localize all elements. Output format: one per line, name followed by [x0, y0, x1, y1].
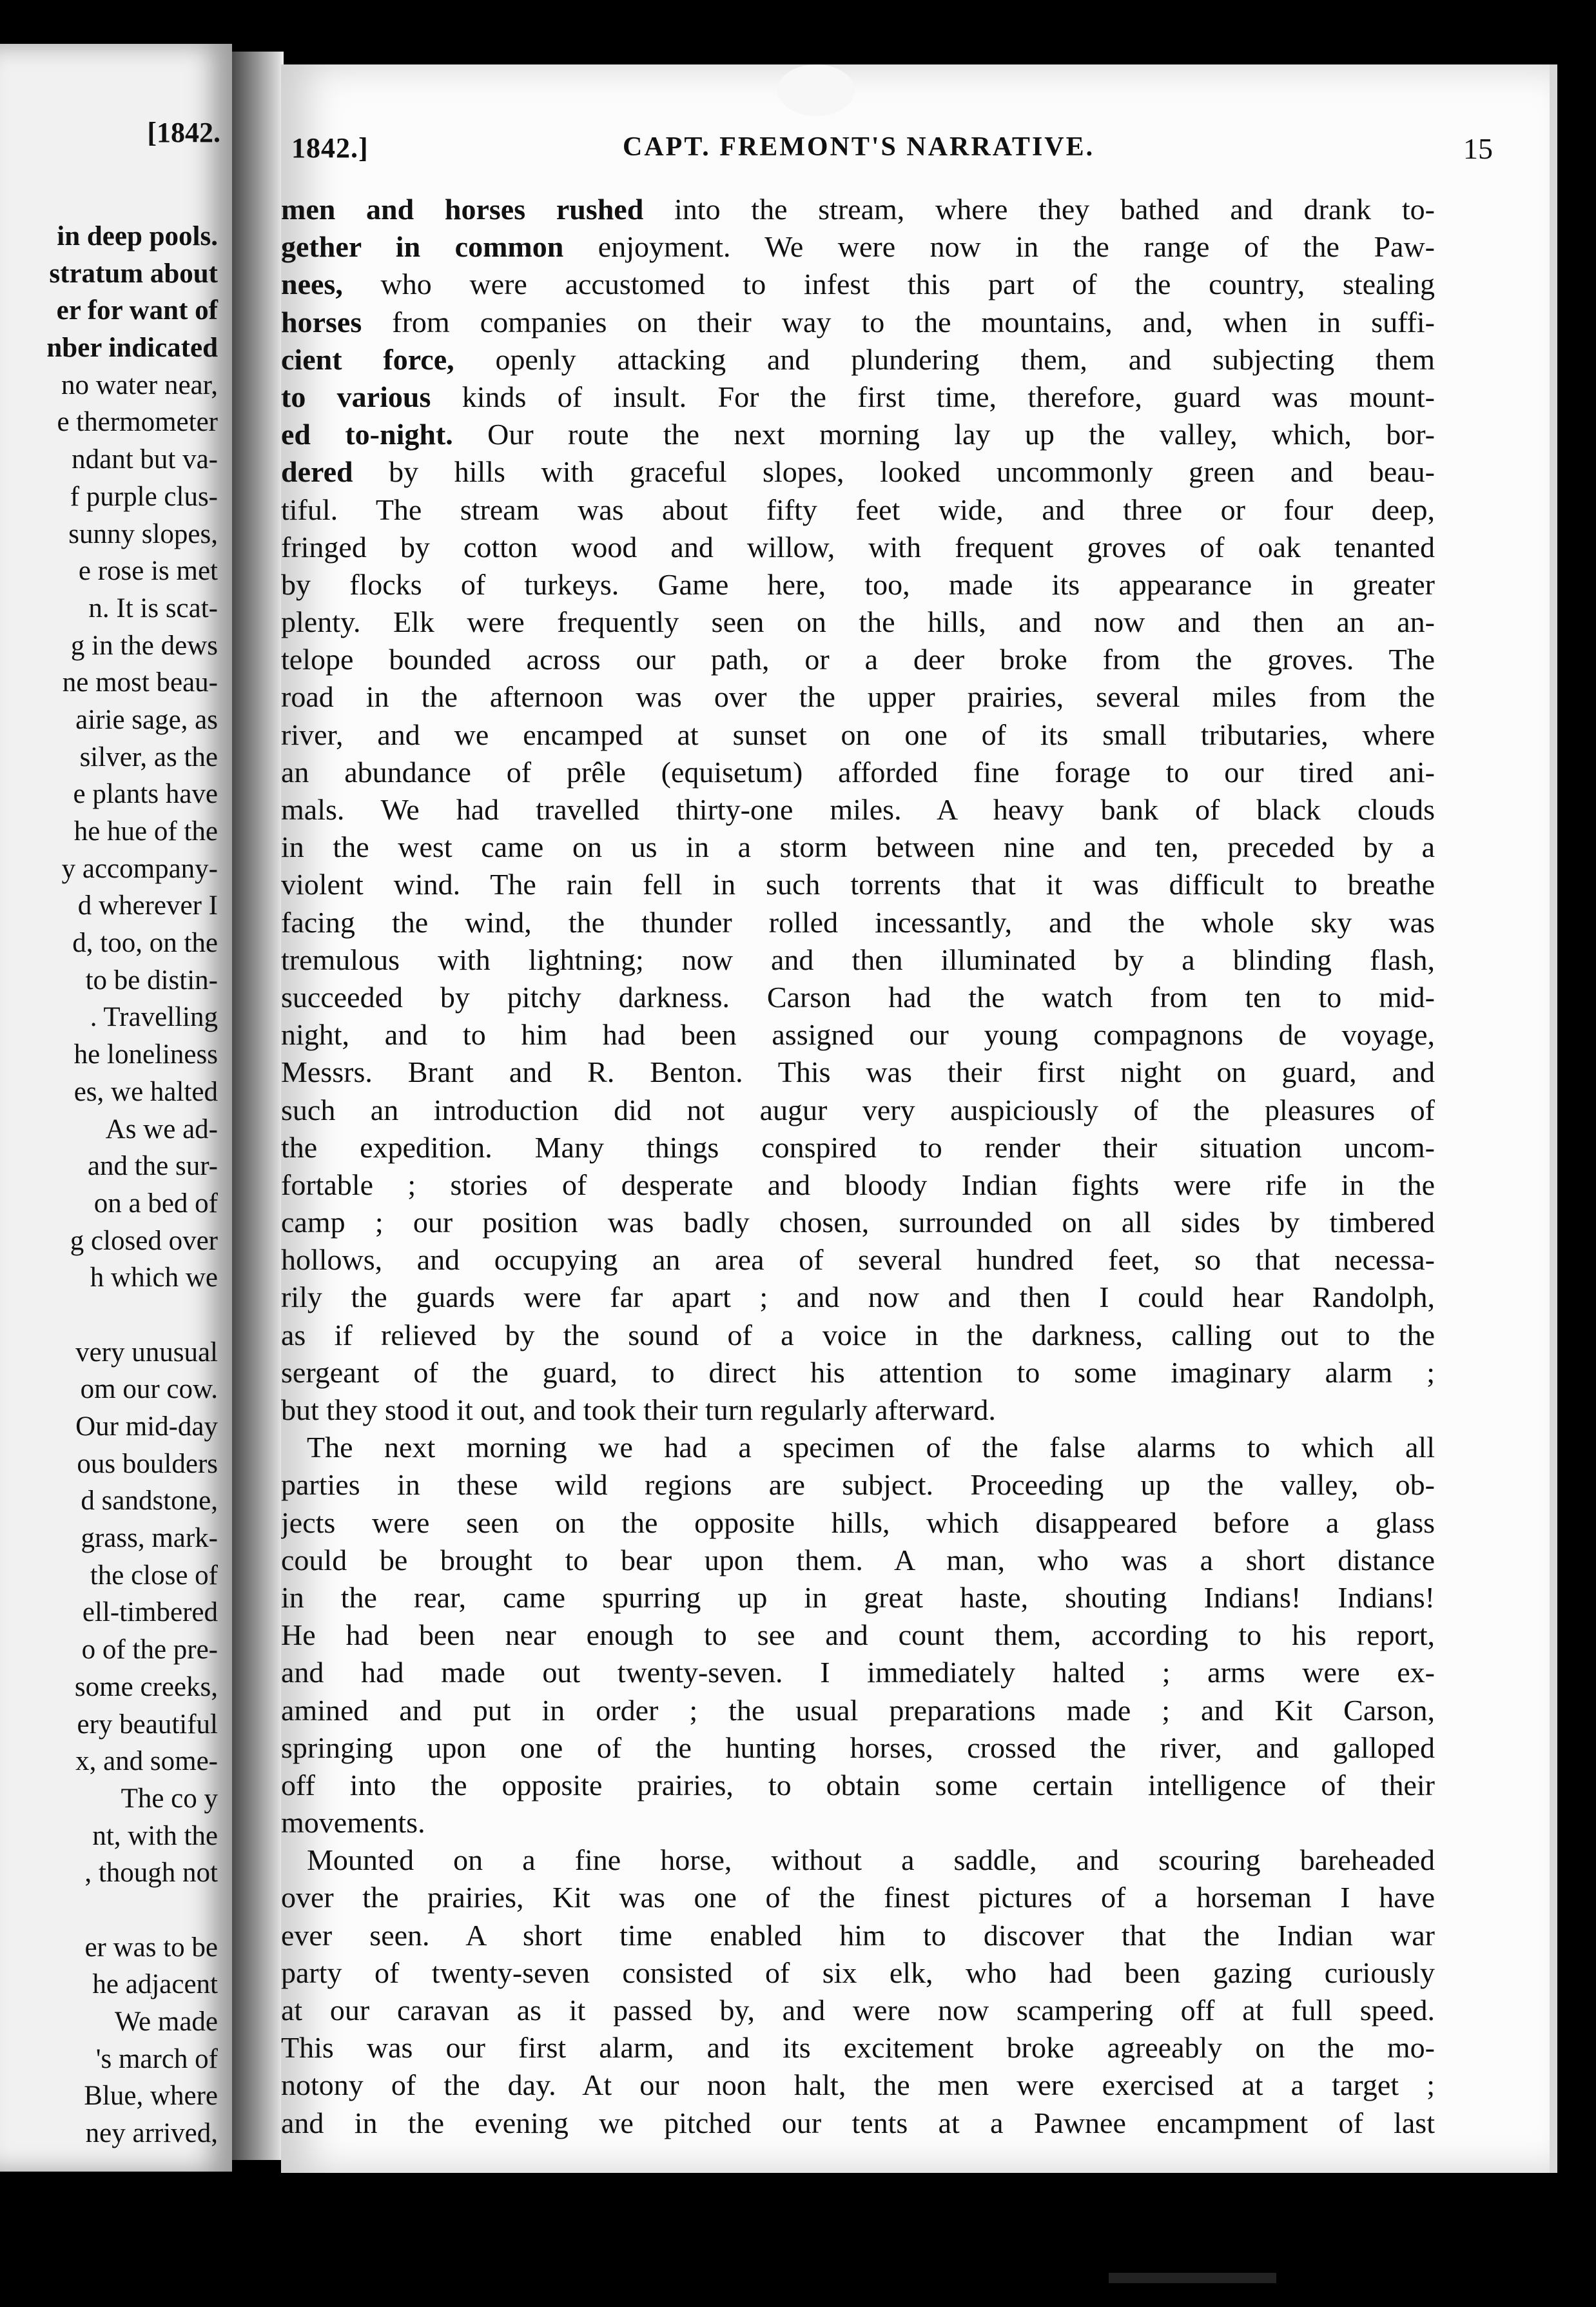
right-page	[281, 64, 1550, 2173]
left-text-line: ery beautiful	[77, 1709, 218, 1740]
left-text-line: very unusual	[75, 1337, 218, 1368]
left-text-line: Blue, where	[84, 2081, 218, 2112]
text-line	[281, 1429, 1435, 1466]
line-text: as if relieved by the sound of a voice in the darkness, calling out to the	[281, 1318, 1435, 1351]
left-text-line: nt, with the	[92, 1820, 218, 1851]
left-text-line: in deep pools.	[57, 221, 218, 251]
text-line	[281, 866, 1435, 903]
text-line	[281, 1054, 1435, 1091]
text-line	[281, 904, 1435, 941]
text-line	[281, 1016, 1435, 1054]
left-text-line: The co y	[121, 1783, 218, 1814]
left-text-line: g in the dews	[70, 630, 218, 661]
text-line	[281, 1092, 1435, 1129]
left-text-line: airie sage, as	[75, 704, 218, 735]
text-line	[281, 1767, 1435, 1804]
line-text: but they stood it out, and took their turn regularly afterward.	[281, 1393, 996, 1426]
left-text-line: some creeks,	[74, 1671, 218, 1702]
text-line	[281, 1917, 1435, 1954]
bold-text-fragment: gether in common	[281, 230, 564, 264]
left-page	[0, 44, 232, 2172]
left-text-line: er for want of	[56, 295, 218, 326]
left-text-line: he hue of the	[73, 816, 218, 847]
text-line	[281, 604, 1435, 641]
left-text-line: ney arrived,	[85, 2118, 218, 2149]
left-text-line: he adjacent	[92, 1969, 218, 2000]
left-text-line: nber indicated	[46, 333, 218, 364]
body-text	[281, 191, 1435, 2142]
left-text-line: e thermometer	[57, 407, 218, 438]
text-line	[281, 566, 1435, 604]
line-text: parties in these wild regions are subject. Proceeding up the valley, ob-	[281, 1468, 1435, 1502]
text-line	[281, 1466, 1435, 1504]
left-text-line: er was to be	[84, 1932, 218, 1963]
line-text: This was our first alarm, and its excitement broke agreeably on the mo-	[281, 2031, 1435, 2065]
book-gutter	[232, 52, 284, 2160]
left-text-line: sunny slopes,	[68, 518, 218, 549]
left-text-line: d sandstone,	[81, 1486, 218, 1517]
line-text: succeeded by pitchy darkness. Carson had the watch from ten to mid-	[281, 980, 1435, 1014]
bold-text-fragment: ed to-night.	[281, 418, 453, 451]
line-text: over the prairies, Kit was one of the finest pictures of a horseman I have	[281, 1881, 1435, 1914]
line-text: sergeant of the guard, to direct his attention to some imaginary alarm ;	[281, 1355, 1435, 1389]
line-text: ever seen. A short time enabled him to discover that the Indian war	[281, 1918, 1435, 1952]
line-text: rily the guards were far apart ; and now and then I could hear Randolph,	[281, 1281, 1435, 1314]
running-year: 1842.]	[291, 132, 369, 164]
text-line	[281, 266, 1435, 303]
left-text-line: ne most beau-	[62, 667, 218, 698]
running-title: CAPT. FREMONT'S NARRATIVE.	[623, 132, 1095, 162]
line-text: such an introduction did not augur very auspiciously of the pleasures of	[281, 1093, 1435, 1126]
left-text-line	[0, 1297, 218, 1334]
left-text-line: he loneliness	[73, 1039, 218, 1070]
left-text-line: to be distin-	[85, 965, 218, 996]
text-line	[281, 416, 1435, 453]
line-text: river, and we encamped at sunset on one of its small tributaries, where	[281, 718, 1435, 751]
left-text-line: As we ad-	[105, 1114, 218, 1144]
line-text: by flocks of turkeys. Game here, too, made its appearance in greater	[281, 567, 1435, 601]
text-line	[281, 1542, 1435, 1579]
text-line	[281, 1692, 1435, 1729]
line-text: camp ; our position was badly chosen, surrounded on all sides by timbered	[281, 1206, 1435, 1239]
bold-text-fragment: dered	[281, 455, 353, 489]
left-text-line: 's march of	[95, 2043, 218, 2074]
text-line	[281, 829, 1435, 866]
line-text: jects were seen on the opposite hills, which disappeared before a glass	[281, 1506, 1435, 1539]
page-edge	[1550, 64, 1557, 2173]
text-line	[281, 791, 1435, 829]
text-line	[281, 191, 1435, 228]
bold-text-fragment: to various	[281, 380, 431, 413]
line-text: in the rear, came spurring up in great haste, shouting Indians! Indians!	[281, 1580, 1435, 1614]
left-text-line: ous boulders	[77, 1448, 218, 1479]
text-line	[281, 1992, 1435, 2029]
text-line	[281, 228, 1435, 266]
line-text: who were accustomed to infest this part of the country, stealing	[342, 268, 1435, 301]
text-line	[281, 1654, 1435, 1691]
text-line	[281, 1317, 1435, 1354]
text-line	[281, 1166, 1435, 1204]
line-text: fortable ; stories of desperate and bloody Indian fights were rife in the	[281, 1168, 1435, 1201]
left-page-header: [1842.	[147, 117, 220, 148]
left-text-line	[0, 1892, 218, 1929]
text-line	[281, 529, 1435, 566]
left-text-line: y accompany-	[61, 853, 218, 884]
bold-text-fragment: nees,	[281, 268, 343, 301]
bold-text-fragment: horses	[281, 305, 362, 339]
bold-text-fragment: cient force,	[281, 342, 454, 376]
line-text: kinds of insult. For the first time, therefore, guard was mount-	[431, 380, 1435, 413]
line-text: and in the evening we pitched our tents at a Pawnee encampment of last	[281, 2106, 1435, 2139]
text-line	[281, 2029, 1435, 2066]
text-line	[281, 1841, 1435, 1879]
left-text-line: We made	[114, 2007, 218, 2037]
line-text: by hills with graceful slopes, looked uncommonly green and beau-	[353, 455, 1435, 489]
text-line	[281, 941, 1435, 979]
line-text: tiful. The stream was about fifty feet wide, and three or four deep,	[281, 493, 1435, 526]
left-text-line: no water near,	[61, 369, 218, 400]
text-line	[281, 2105, 1435, 2142]
line-text: off into the opposite prairies, to obtain some certain intelligence of their	[281, 1768, 1435, 1801]
left-text-line: e plants have	[73, 779, 218, 810]
text-line	[281, 1804, 1435, 1841]
text-line	[281, 1954, 1435, 1992]
left-text-line: the close of	[90, 1560, 218, 1591]
line-text: the expedition. Many things conspired to render their situation uncom-	[281, 1130, 1435, 1164]
text-line	[281, 341, 1435, 378]
text-line	[281, 1616, 1435, 1654]
left-text-line: d wherever I	[77, 890, 218, 921]
line-text: plenty. Elk were frequently seen on the hills, and now and then an an-	[281, 605, 1435, 639]
text-line	[281, 979, 1435, 1016]
text-line	[281, 1879, 1435, 1916]
text-line	[281, 678, 1435, 716]
left-text-line: om our cow.	[80, 1374, 218, 1405]
line-text: openly attacking and plundering them, and subjecting them	[454, 342, 1435, 376]
line-text: enjoyment. We were now in the range of the Paw-	[563, 230, 1435, 264]
line-text: night, and to him had been assigned our young compagnons de voyage,	[281, 1018, 1435, 1052]
line-text: an abundance of prêle (equisetum) afforded fine forage to our tired ani-	[281, 755, 1435, 789]
line-text: telope bounded across our path, or a deer broke from the groves. The	[281, 643, 1435, 676]
line-text: springing upon one of the hunting horses, crossed the river, and galloped	[281, 1731, 1435, 1764]
left-text-line: , though not	[84, 1858, 218, 1889]
left-text-line: h which we	[90, 1262, 218, 1293]
left-text-line: n. It is scat-	[88, 593, 218, 623]
text-line	[281, 453, 1435, 491]
line-text: Mounted on a fine horse, without a saddle, and scouring bareheaded	[307, 1843, 1435, 1877]
left-text-line: ell-timbered	[82, 1597, 218, 1628]
line-text: Messrs. Brant and R. Benton. This was their first night on guard, and	[281, 1055, 1435, 1089]
line-text: and had made out twenty-seven. I immediately halted ; arms were ex-	[281, 1656, 1435, 1689]
left-text-line: e rose is met	[78, 556, 218, 587]
text-line	[281, 754, 1435, 791]
text-line	[281, 304, 1435, 341]
page-number: 15	[1463, 132, 1493, 165]
line-text: facing the wind, the thunder rolled incessantly, and the whole sky was	[281, 905, 1435, 939]
text-line	[281, 1504, 1435, 1542]
left-page-text	[0, 218, 218, 2152]
text-line	[281, 1279, 1435, 1316]
line-text: The next morning we had a specimen of the false alarms to which all	[307, 1431, 1435, 1464]
line-text: Our route the next morning lay up the valley, which, bor-	[453, 418, 1435, 451]
line-text: notony of the day. At our noon halt, the men were exercised at a target ;	[281, 2068, 1435, 2102]
left-text-line: x, and some-	[75, 1746, 218, 1777]
line-text: violent wind. The rain fell in such torrents that it was difficult to breathe	[281, 868, 1435, 901]
left-text-line: g closed over	[70, 1225, 218, 1256]
scan-artifact	[1109, 2273, 1276, 2283]
line-text: road in the afternoon was over the upper prairies, several miles from the	[281, 680, 1435, 714]
paper-blot	[777, 64, 855, 116]
line-text: mals. We had travelled thirty-one miles. A heavy bank of black clouds	[281, 793, 1435, 826]
text-line	[281, 1579, 1435, 1616]
left-text-line: and the sur-	[87, 1151, 218, 1182]
text-line	[281, 2066, 1435, 2104]
text-line	[281, 1391, 1435, 1429]
left-text-line: ndant but va-	[72, 444, 218, 475]
line-text: at our caravan as it passed by, and were now scampering off at full speed.	[281, 1994, 1435, 2027]
left-text-line: o of the pre-	[81, 1635, 218, 1665]
left-text-line: Our mid-day	[75, 1411, 218, 1442]
left-text-line: grass, mark-	[81, 1523, 218, 1554]
line-text: hollows, and occupying an area of several hundred feet, so that necessa-	[281, 1243, 1435, 1277]
line-text: amined and put in order ; the usual preparations made ; and Kit Carson,	[281, 1693, 1435, 1727]
bold-text-fragment: men and horses rushed	[281, 193, 644, 226]
text-line	[281, 716, 1435, 754]
text-line	[281, 1129, 1435, 1166]
left-text-line: . Travelling	[90, 1002, 218, 1033]
text-line	[281, 378, 1435, 416]
left-text-line: silver, as the	[79, 741, 218, 772]
text-line	[281, 1241, 1435, 1279]
left-text-line: on a bed of	[93, 1188, 218, 1219]
text-line	[281, 1354, 1435, 1391]
left-text-line: f purple clus-	[70, 481, 218, 512]
line-text: movements.	[281, 1806, 425, 1840]
left-text-line: es, we halted	[73, 1076, 218, 1107]
line-text: into the stream, where they bathed and drank to-	[643, 193, 1435, 226]
line-text: tremulous with lightning; now and then illuminated by a blinding flash,	[281, 943, 1435, 976]
text-line	[281, 641, 1435, 678]
left-text-line: d, too, on the	[72, 928, 218, 959]
line-text: fringed by cotton wood and willow, with frequent groves of oak tenanted	[281, 530, 1435, 564]
running-header	[281, 132, 1532, 177]
line-text: party of twenty-seven consisted of six elk, who had been gazing curiously	[281, 1956, 1435, 1989]
text-line	[281, 491, 1435, 529]
line-text: He had been near enough to see and count them, according to his report,	[281, 1618, 1435, 1652]
text-line	[281, 1729, 1435, 1767]
left-text-line: stratum about	[49, 258, 218, 289]
line-text: in the west came on us in a storm between nine and ten, preceded by a	[281, 830, 1435, 864]
line-text: from companies on their way to the mountains, and, when in suffi-	[362, 305, 1435, 339]
line-text: could be brought to bear upon them. A man, who was a short distance	[281, 1543, 1435, 1576]
text-line	[281, 1204, 1435, 1241]
